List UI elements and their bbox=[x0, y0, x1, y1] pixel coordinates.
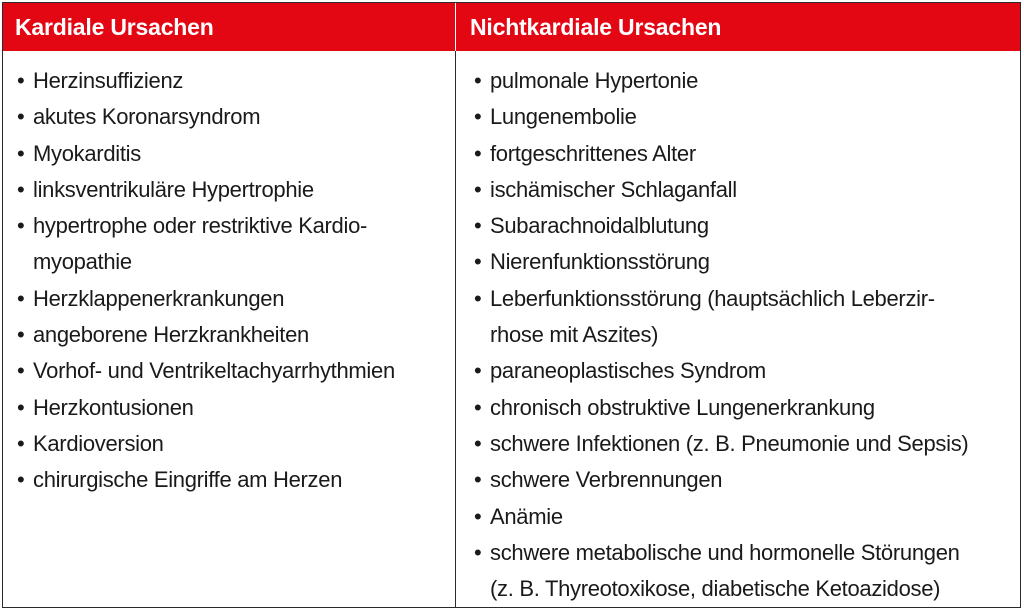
list-item bbox=[472, 281, 1010, 317]
list-item bbox=[472, 353, 1010, 389]
bullet-icon: • bbox=[474, 249, 482, 275]
list-item-text: Anämie bbox=[490, 503, 563, 529]
list-item bbox=[472, 499, 1010, 535]
kardiale-ursachen-list bbox=[15, 63, 445, 499]
bullet-icon: • bbox=[474, 430, 482, 456]
list-item bbox=[15, 426, 445, 462]
list-item bbox=[15, 172, 445, 208]
bullet-icon: • bbox=[17, 140, 25, 166]
bullet-icon: • bbox=[474, 213, 482, 239]
bullet-icon: • bbox=[474, 176, 482, 202]
header-nichtkardiale-ursachen: Nichtkardiale Ursachen bbox=[455, 3, 1020, 51]
list-item bbox=[15, 462, 445, 498]
list-item-text: Nierenfunktionsstörung bbox=[490, 249, 710, 275]
causes-table bbox=[2, 2, 1021, 608]
list-item-text: angeborene Herzkrankheiten bbox=[33, 322, 309, 348]
list-item bbox=[472, 136, 1010, 172]
bullet-icon: • bbox=[474, 467, 482, 493]
list-item-text: hypertrophe oder restriktive Kardio- bbox=[33, 213, 368, 239]
list-item-text: schwere Infektionen (z. B. Pneumonie und Sepsis) bbox=[490, 430, 969, 456]
bullet-icon: • bbox=[474, 539, 482, 565]
bullet-icon: • bbox=[17, 467, 25, 493]
bullet-icon: • bbox=[474, 104, 482, 130]
nichtkardiale-ursachen-list bbox=[472, 63, 1010, 607]
bullet-icon: • bbox=[474, 285, 482, 311]
bullet-icon: • bbox=[474, 503, 482, 529]
list-item-text: akutes Koronarsyndrom bbox=[33, 104, 261, 130]
bullet-icon: • bbox=[474, 358, 482, 384]
list-item bbox=[15, 208, 445, 244]
bullet-icon: • bbox=[17, 322, 25, 348]
kardiale-ursachen-cell bbox=[3, 51, 455, 607]
list-item bbox=[472, 99, 1010, 135]
bullet-icon: • bbox=[17, 394, 25, 420]
bullet-icon: • bbox=[17, 285, 25, 311]
list-item bbox=[472, 63, 1010, 99]
list-item-text: Lungenembolie bbox=[490, 104, 637, 130]
list-item-text: myopathie bbox=[33, 249, 132, 275]
list-item bbox=[15, 390, 445, 426]
list-item bbox=[15, 281, 445, 317]
list-item-text: schwere metabolische und hormonelle Störungen bbox=[490, 539, 960, 565]
list-item bbox=[472, 571, 1010, 607]
header-kardiale-ursachen: Kardiale Ursachen bbox=[3, 3, 455, 51]
list-item-text: Herzkontusionen bbox=[33, 394, 194, 420]
list-item-text: linksventrikuläre Hypertrophie bbox=[33, 176, 314, 202]
list-item-text: rhose mit Aszites) bbox=[490, 322, 659, 348]
nichtkardiale-ursachen-cell bbox=[455, 51, 1020, 607]
bullet-icon: • bbox=[474, 140, 482, 166]
list-item bbox=[15, 99, 445, 135]
list-item-text: Subarachnoidalblutung bbox=[490, 213, 709, 239]
list-item bbox=[15, 353, 445, 389]
list-item bbox=[472, 535, 1010, 571]
bullet-icon: • bbox=[474, 68, 482, 93]
list-item bbox=[15, 317, 445, 353]
list-item-text: Herzklappenerkrankungen bbox=[33, 285, 285, 311]
list-item-text: Herzinsuffizienz bbox=[33, 68, 184, 93]
list-item bbox=[472, 426, 1010, 462]
bullet-icon: • bbox=[17, 68, 25, 93]
list-item bbox=[15, 136, 445, 172]
list-item-text: Vorhof- und Ventrikeltachyarrhythmien bbox=[33, 358, 395, 384]
list-item bbox=[472, 244, 1010, 280]
list-item bbox=[15, 63, 445, 99]
list-item bbox=[472, 208, 1010, 244]
bullet-icon: • bbox=[17, 358, 25, 384]
list-item bbox=[472, 172, 1010, 208]
list-item bbox=[472, 317, 1010, 353]
list-item-text: Leberfunktionsstörung (hauptsächlich Leberzir- bbox=[490, 285, 935, 311]
list-item-text: chronisch obstruktive Lungenerkrankung bbox=[490, 394, 875, 420]
bullet-icon: • bbox=[17, 104, 25, 130]
bullet-icon: • bbox=[17, 176, 25, 202]
list-item bbox=[472, 462, 1010, 498]
list-item-text: paraneoplastisches Syndrom bbox=[490, 358, 766, 384]
list-item-text: Kardioversion bbox=[33, 430, 164, 456]
list-item-text: schwere Verbrennungen bbox=[490, 467, 723, 493]
bullet-icon: • bbox=[17, 213, 25, 239]
list-item bbox=[15, 244, 445, 280]
list-item-text: pulmonale Hypertonie bbox=[490, 68, 699, 93]
list-item bbox=[472, 390, 1010, 426]
bullet-icon: • bbox=[17, 430, 25, 456]
list-item-text: (z. B. Thyreotoxikose, diabetische Ketoazidose) bbox=[490, 576, 941, 602]
list-item-text: ischämischer Schlaganfall bbox=[490, 176, 737, 202]
list-item-text: fortgeschrittenes Alter bbox=[490, 140, 696, 166]
list-item-text: Myokarditis bbox=[33, 140, 141, 166]
list-item-text: chirurgische Eingriffe am Herzen bbox=[33, 467, 343, 493]
bullet-icon: • bbox=[474, 394, 482, 420]
